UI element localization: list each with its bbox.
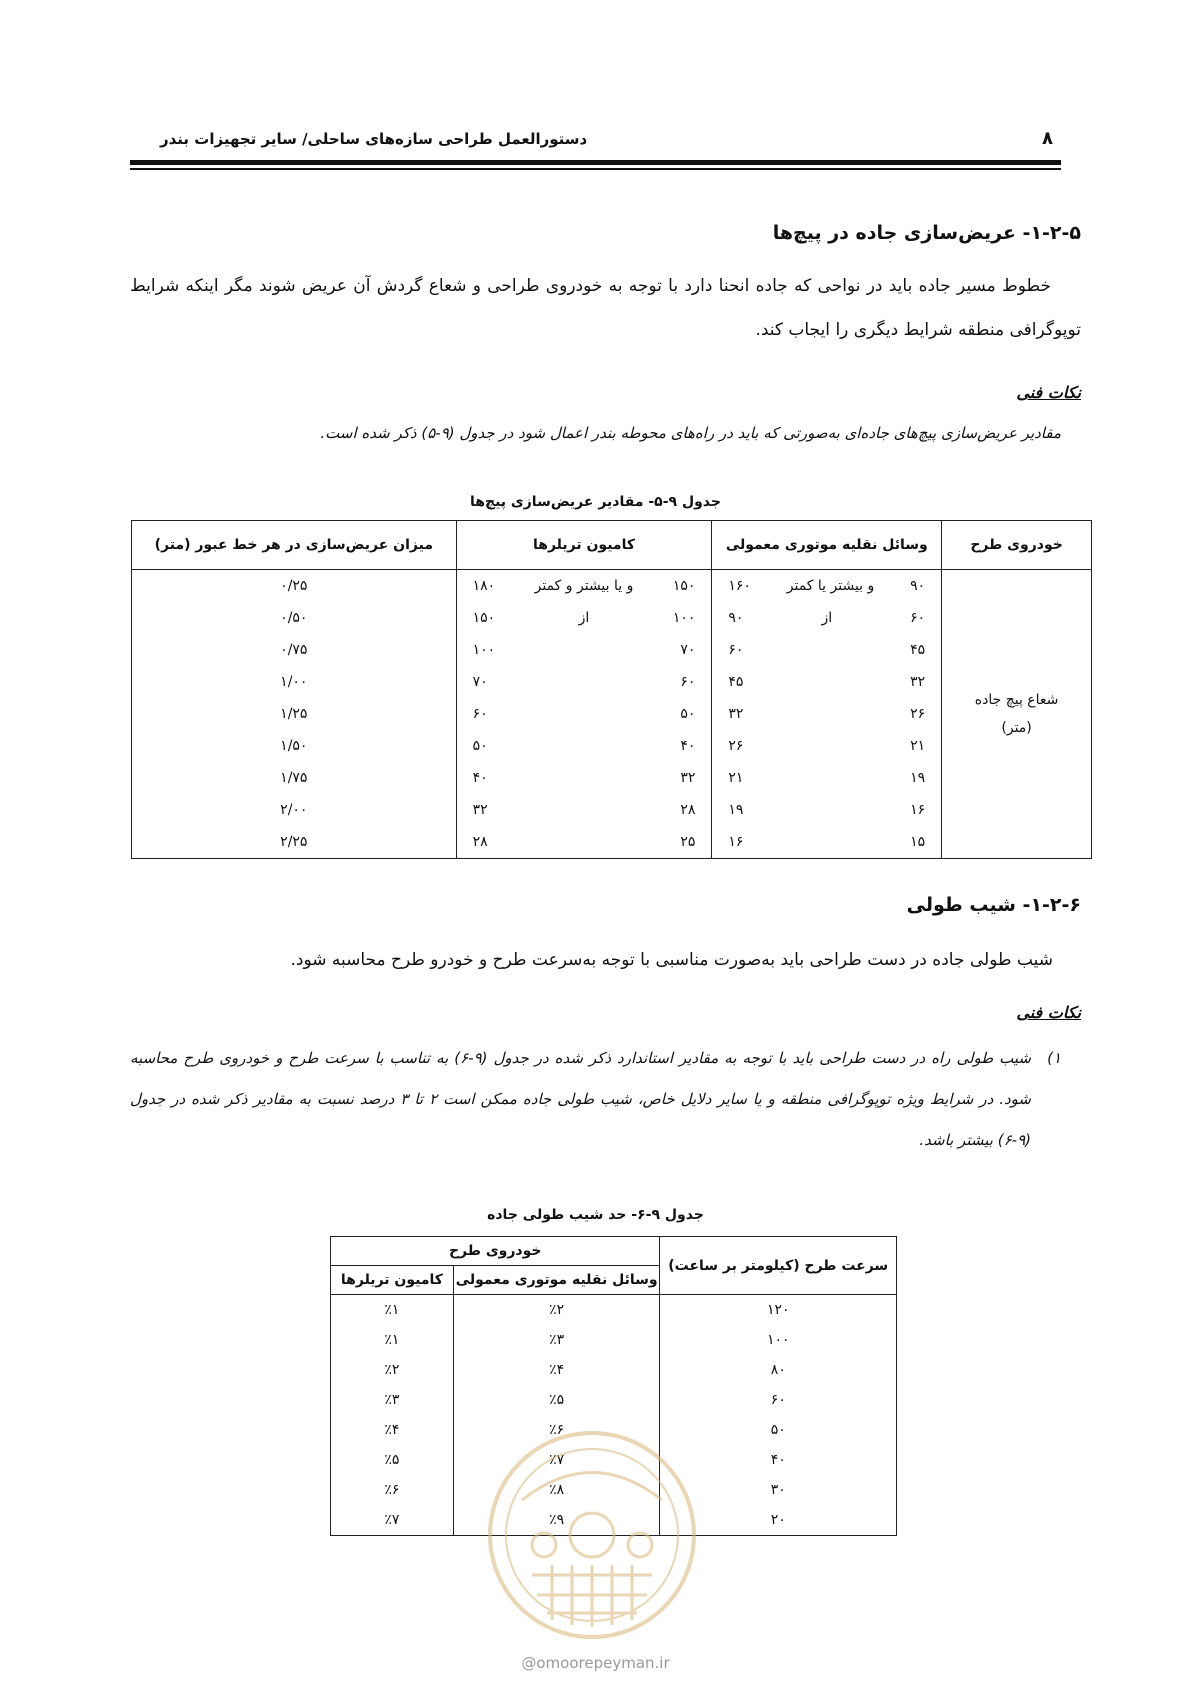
technical-note-2 <box>130 1038 1061 1161</box>
table-row: ۱۰۰ ٪۳ ٪۱ <box>331 1325 897 1355</box>
header-passenger-vehicles: وسائل نقلیه موتوری معمولی <box>453 1266 660 1295</box>
table-row: ۳۲ ۴۵ ۶۰ ۷۰ ۱/۰۰ <box>132 666 1092 698</box>
table-row: ۱۵ ۱۶ ۲۵ ۲۸ ۲/۲۵ <box>132 826 1092 859</box>
table-row: ۲۰ ٪۹ ٪۷ <box>331 1505 897 1536</box>
table-row: ۱۶ ۱۹ ۲۸ ۳۲ ۲/۰۰ <box>132 794 1092 826</box>
note-item-number: ۱) <box>1047 1049 1061 1067</box>
section-paragraph-2: شیب طولی جاده در دست طراحی باید به‌صورت مناسبی با توجه به‌سرعت طرح و خودرو طرح محاسبه شود. <box>290 950 1053 970</box>
running-title: دستورالعمل طراحی سازه‌های ساحلی/ سایر تجهیزات بندر <box>160 130 588 148</box>
table-row: ۱۲۰ ٪۲ ٪۱ <box>331 1295 897 1326</box>
header-rule-thick <box>130 160 1061 165</box>
table-2-caption: جدول ۹-۶- حد شیب طولی جاده <box>487 1207 704 1223</box>
row-label-cell: شعاع پیچ جاده (متر) <box>942 570 1092 859</box>
note-item-text: شیب طولی راه در دست طراحی باید با توجه به مقادیر استاندارد ذکر شده در جدول (۹-۶) به تناسب با سرعت طرح و خودروی طرح محاسبه شود. در شرایط ویژه توپوگرافی منطقه و یا سایر دلایل خاص، شیب طولی جاده ممکن است ۲ تا ۳ درصد نسبت به مقادیر ذکر شده در جدول (۹-۶) بیشتر باشد. <box>130 1049 1032 1149</box>
table-row: ۳۰ ٪۸ ٪۶ <box>331 1475 897 1505</box>
section-paragraph-1: خطوط مسیر جاده باید در نواحی که جاده انحنا دارد با توجه به خودروی طراحی و شعاع گردش آن عریض شوند مگر اینکه شرایط توپوگرافی منطقه شرایط دیگری را ایجاب کند. <box>130 276 1081 340</box>
technical-notes-heading-1: نکات فنی <box>1016 383 1081 402</box>
table-row: شعاع پیچ جاده (متر) ۹۰ و بیشتر یا کمتر ۱۶۰ ۱۵۰ و یا بیشتر و کمتر ۱۸۰ ۰/۲۵ <box>132 570 1092 603</box>
table-row: ۶۰ از ۹۰ ۱۰۰ از ۱۵۰ ۰/۵۰ <box>132 602 1092 634</box>
table-row: ۱۹ ۲۱ ۳۲ ۴۰ ۱/۷۵ <box>132 762 1092 794</box>
header-design-vehicle: خودروی طرح <box>331 1237 660 1266</box>
section-heading-2: ۱-۲-۶- شیب طولی <box>906 894 1081 916</box>
header-widening-amount: میزان عریض‌سازی در هر خط عبور (متر) <box>132 521 457 570</box>
header-passenger-vehicles: وسائل نقلیه موتوری معمولی <box>712 521 942 570</box>
table-row: ۴۰ ٪۷ ٪۵ <box>331 1445 897 1475</box>
header-rule-thin <box>130 168 1061 170</box>
table-row: ۲۱ ۲۶ ۴۰ ۵۰ ۱/۵۰ <box>132 730 1092 762</box>
technical-note-1: مقادیر عریض‌سازی پیچ‌های جاده‌ای به‌صورتی که باید در راه‌های محوطه بندر اعمال شود در جدول (۹-۵) ذکر شده است. <box>320 424 1061 442</box>
header-design-vehicle: خودروی طرح <box>942 521 1092 570</box>
header-trailer-trucks: کامیون تریلرها <box>331 1266 454 1295</box>
table-row: ۵۰ ٪۶ ٪۴ <box>331 1415 897 1445</box>
page-number: ۸ <box>1042 128 1053 149</box>
technical-notes-heading-2: نکات فنی <box>1016 1003 1081 1022</box>
table-row: ۲۶ ۳۲ ۵۰ ۶۰ ۱/۲۵ <box>132 698 1092 730</box>
table-row: ۸۰ ٪۴ ٪۲ <box>331 1355 897 1385</box>
section-heading-1: ۱-۲-۵- عریض‌سازی جاده در پیچ‌ها <box>772 222 1081 244</box>
header-trailer-trucks: کامیون تریلرها <box>456 521 712 570</box>
table-row: ۴۵ ۶۰ ۷۰ ۱۰۰ ۰/۷۵ <box>132 634 1092 666</box>
curve-widening-table <box>131 520 1092 859</box>
table-header-row <box>331 1237 897 1266</box>
table-header-row <box>132 521 1092 570</box>
publisher-seal-icon <box>482 1425 702 1645</box>
table-row: ۶۰ ٪۵ ٪۳ <box>331 1385 897 1415</box>
page-header <box>130 128 1061 154</box>
watermark: @omoorepeyman.ir <box>521 1654 670 1672</box>
header-design-speed: سرعت طرح (کیلومتر بر ساعت) <box>660 1237 897 1295</box>
table-1-caption: جدول ۹-۵- مقادیر عریض‌سازی پیچ‌ها <box>470 494 721 510</box>
